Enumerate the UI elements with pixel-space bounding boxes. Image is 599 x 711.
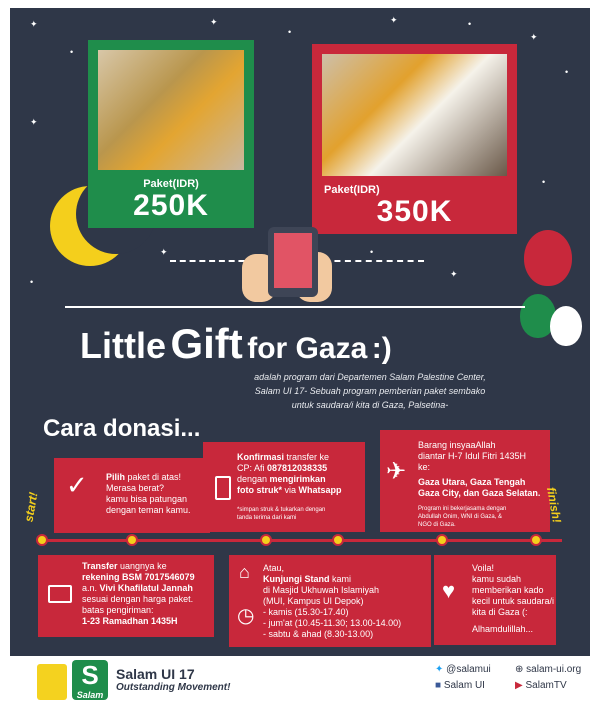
timeline-start-label: start! <box>21 491 41 523</box>
timeline-dot <box>36 534 48 546</box>
checkmark-icon: ✓ <box>66 470 88 500</box>
timeline-dot <box>530 534 542 546</box>
star-icon: • <box>370 247 374 257</box>
poster <box>10 8 590 705</box>
package-photo <box>98 50 244 170</box>
star-icon: ✦ <box>160 247 168 257</box>
balloon-icon <box>524 230 572 286</box>
star-icon: • <box>70 47 74 57</box>
salam-logo: S Salam <box>72 660 108 700</box>
balloon-icon <box>550 306 582 346</box>
step-barang: ✈ Barang insyaaAllah diantar H-7 Idul Fitri 1435H ke: Gaza Utara, Gaza Tengah Gaza City, dan Gaza Selatan. Program ini bekerjasama dengan Abdullah Onim, WNI di Gaza, & NGO di Gaza. <box>380 430 550 532</box>
package-price: 350K <box>376 195 453 228</box>
title-gift: Gift <box>170 320 243 367</box>
phone-icon <box>215 476 231 500</box>
house-icon: ⌂ <box>239 562 250 582</box>
package-photo <box>322 54 507 176</box>
star-icon: ✦ <box>390 15 398 25</box>
star-icon: • <box>468 19 472 29</box>
brand-name: Salam UI 17 <box>116 666 195 682</box>
university-logo <box>37 664 67 700</box>
star-icon: • <box>542 177 546 187</box>
facebook-icon: ■ <box>435 680 442 691</box>
star-icon: ✦ <box>210 17 218 27</box>
star-icon: • <box>565 67 569 77</box>
cara-donasi-heading: Cara donasi... <box>43 415 201 442</box>
phone-icon <box>268 227 318 297</box>
timeline-dot <box>260 534 272 546</box>
star-icon: ✦ <box>530 32 538 42</box>
star-icon: • <box>30 277 34 287</box>
description: adalah program dari Departemen Salam Palestine Center, Salam UI 17- Sebuah program pemberian paket sembako untuk saudara/i kita di Gaza, Palsetina- <box>254 372 486 410</box>
package-250k <box>88 40 254 228</box>
star-icon: ✦ <box>450 269 458 279</box>
footer <box>10 656 590 705</box>
brand <box>116 666 230 693</box>
website-link[interactable]: salam-ui.org <box>526 664 582 675</box>
youtube-handle[interactable]: SalamTV <box>525 680 567 691</box>
package-label: Paket(IDR) <box>143 178 199 190</box>
brand-slogan: Outstanding Movement! <box>116 682 231 693</box>
star-icon: ✦ <box>30 19 38 29</box>
airplane-icon: ✈ <box>386 458 407 485</box>
title-divider <box>65 306 525 308</box>
heart-icon: ♥ <box>442 578 456 603</box>
dashed-connector <box>324 260 424 262</box>
facebook-handle[interactable]: Salam UI <box>443 680 485 691</box>
title-smiley: :) <box>371 332 392 365</box>
timeline-dot <box>332 534 344 546</box>
timeline-finish-label: finish! <box>543 486 565 524</box>
globe-icon: ⊕ <box>515 664 524 675</box>
package-price: 250K <box>133 189 209 222</box>
step-stand: ⌂ ◷ Atau, Kunjungi Stand kami di Masjid Ukhuwah Islamiyah (MUI, Kampus UI Depok) - kamis (15.30-17.40) - jum'at (10.45-11.30; 13.00-14.00) - sabtu & ahad (8.30-13.00) <box>229 555 431 647</box>
step-konfirmasi: Konfirmasi transfer ke CP: Afi 087812038335 dengan mengirimkan foto struk* via Whatsapp *simpan struk & tukarkan dengan tanda terima dari kami <box>203 442 365 532</box>
timeline-line <box>38 539 562 542</box>
title-for-gaza: for Gaza <box>247 332 368 365</box>
clock-icon: ◷ <box>237 605 255 627</box>
package-label: Paket(IDR) <box>324 184 380 196</box>
youtube-icon: ▶ <box>515 680 523 691</box>
twitter-handle[interactable]: @salamui <box>446 664 491 675</box>
star-icon: ✦ <box>30 117 38 127</box>
step-pilih: ✓ Pilih paket di atas! Merasa berat? kamu bisa patungan dengan teman kamu. <box>54 458 210 533</box>
star-icon: • <box>288 27 292 37</box>
twitter-icon: ✦ <box>435 664 444 675</box>
page-title <box>80 320 392 368</box>
step-transfer: Transfer uangnya ke rekening BSM 7017546079 a.n. Vivi Khafilatul Jannah sesuai dengan harga paket. batas pengiriman: 1-23 Ramadhan 1435H <box>38 555 214 637</box>
step-voila: ♥ Voila! kamu sudah memberikan kado kecil untuk saudara/i kita di Gaza (: Alhamdulillah... <box>434 555 556 645</box>
timeline-dot <box>126 534 138 546</box>
bank-card-icon <box>48 585 72 603</box>
title-little: Little <box>80 325 166 366</box>
timeline-dot <box>436 534 448 546</box>
package-350k <box>312 44 517 234</box>
